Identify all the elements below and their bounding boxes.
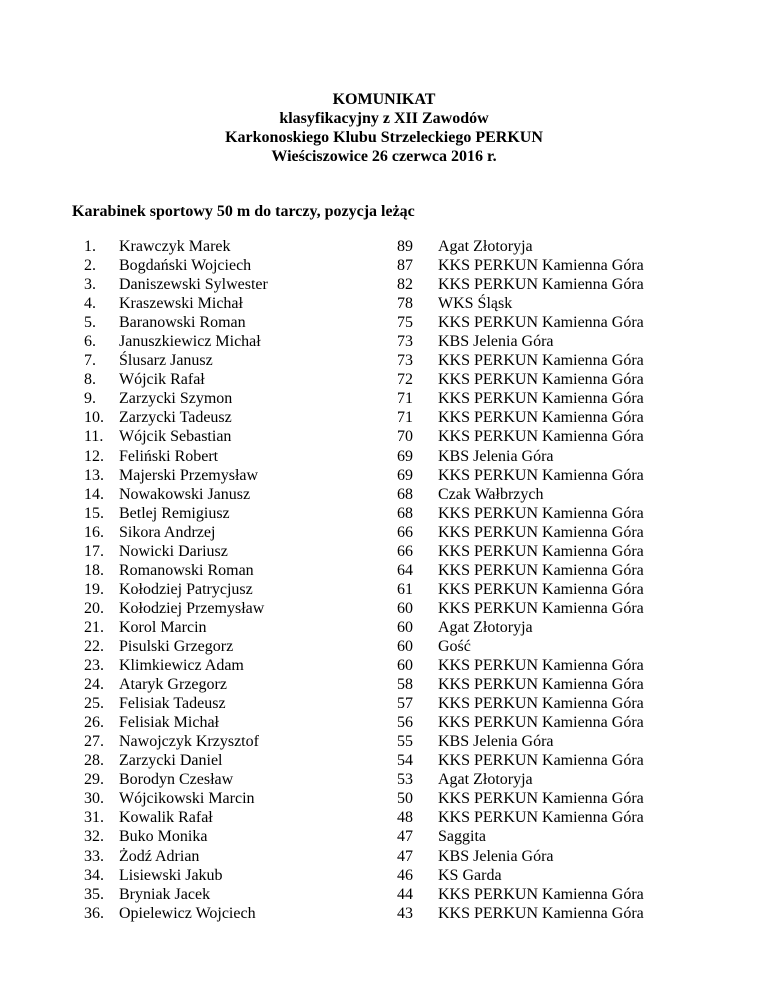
competitor-name: Kołodziej Przemysław <box>119 599 265 617</box>
result-score: 43 <box>397 904 413 922</box>
result-rank: 2. <box>84 257 96 275</box>
club-name: KKS PERKUN Kamienna Góra <box>438 580 644 598</box>
club-name: Agat Złotoryja <box>438 238 533 255</box>
result-rank: 31. <box>84 809 104 827</box>
competitor-name: Opielewicz Wojciech <box>119 904 256 922</box>
result-rank: 6. <box>84 333 96 351</box>
result-score: 60 <box>397 637 413 655</box>
club-name: KBS Jelenia Góra <box>438 847 554 865</box>
competitor-name: Ślusarz Janusz <box>119 352 213 370</box>
result-rank: 36. <box>84 904 104 922</box>
competitor-name: Majerski Przemysław <box>119 466 259 484</box>
club-name: KKS PERKUN Kamienna Góra <box>438 504 644 522</box>
competitor-name: Wójcikowski Marcin <box>119 790 255 808</box>
club-name: KKS PERKUN Kamienna Góra <box>438 466 644 484</box>
result-rank: 7. <box>84 352 96 370</box>
result-row <box>0 618 768 637</box>
result-score: 54 <box>397 752 413 770</box>
competitor-name: Zarzycki Szymon <box>119 390 233 408</box>
competitor-name: Borodyn Czesław <box>119 771 234 789</box>
club-name: Saggita <box>438 828 486 846</box>
result-row <box>0 751 768 770</box>
result-rank: 28. <box>84 752 104 770</box>
result-row <box>0 847 768 866</box>
result-rank: 35. <box>84 885 104 903</box>
competitor-name: Wójcik Sebastian <box>119 428 232 446</box>
result-row <box>0 275 768 294</box>
result-row <box>0 808 768 827</box>
result-rank: 5. <box>84 314 96 332</box>
competitor-name: Romanowski Roman <box>119 561 254 579</box>
result-row <box>0 637 768 656</box>
results-list <box>0 237 768 923</box>
header-title: KOMUNIKAT <box>332 91 436 108</box>
club-name: KKS PERKUN Kamienna Góra <box>438 523 644 541</box>
club-name: KKS PERKUN Kamienna Góra <box>438 599 644 617</box>
result-row <box>0 351 768 370</box>
result-row <box>0 389 768 408</box>
club-name: KKS PERKUN Kamienna Góra <box>438 695 644 713</box>
competitor-name: Felisiak Michał <box>119 714 219 732</box>
club-name: KBS Jelenia Góra <box>438 447 554 465</box>
result-row <box>0 294 768 313</box>
club-name: KKS PERKUN Kamienna Góra <box>438 790 644 808</box>
result-score: 47 <box>397 847 413 865</box>
club-name: KBS Jelenia Góra <box>438 733 554 751</box>
club-name: KKS PERKUN Kamienna Góra <box>438 276 644 294</box>
result-score: 68 <box>397 504 413 522</box>
result-rank: 34. <box>84 866 104 884</box>
competitor-name: Żodź Adrian <box>119 847 200 865</box>
competitor-name: Baranowski Roman <box>119 314 246 332</box>
competitor-name: Krawczyk Marek <box>119 238 231 255</box>
result-row <box>0 599 768 618</box>
competitor-name: Januszkiewicz Michał <box>119 333 261 351</box>
competitor-name: Ataryk Grzegorz <box>119 676 227 694</box>
club-name: KKS PERKUN Kamienna Góra <box>438 904 644 922</box>
competitor-name: Korol Marcin <box>119 618 207 636</box>
competitor-name: Sikora Andrzej <box>119 523 216 541</box>
result-score: 69 <box>397 466 413 484</box>
result-row <box>0 713 768 732</box>
result-score: 89 <box>397 238 413 255</box>
result-rank: 8. <box>84 371 96 389</box>
competitor-name: Zarzycki Tadeusz <box>119 409 232 427</box>
result-row <box>0 370 768 389</box>
result-score: 64 <box>397 561 413 579</box>
result-row <box>0 485 768 504</box>
result-score: 73 <box>397 352 413 370</box>
header-place-date: Wieściszowice 26 czerwca 2016 r. <box>271 148 497 165</box>
result-row <box>0 732 768 751</box>
result-rank: 17. <box>84 542 104 560</box>
competitor-name: Nawojczyk Krzysztof <box>119 733 259 751</box>
result-row <box>0 313 768 332</box>
result-rank: 23. <box>84 657 104 675</box>
result-score: 56 <box>397 714 413 732</box>
club-name: Agat Złotoryja <box>438 771 533 789</box>
result-row <box>0 866 768 885</box>
result-row <box>0 904 768 923</box>
result-rank: 1. <box>84 238 96 255</box>
result-row <box>0 789 768 808</box>
competitor-name: Nowakowski Janusz <box>119 485 251 503</box>
result-rank: 18. <box>84 561 104 579</box>
result-rank: 15. <box>84 504 104 522</box>
club-name: KKS PERKUN Kamienna Góra <box>438 542 644 560</box>
club-name: KKS PERKUN Kamienna Góra <box>438 257 644 275</box>
club-name: KBS Jelenia Góra <box>438 333 554 351</box>
club-name: KKS PERKUN Kamienna Góra <box>438 752 644 770</box>
club-name: KKS PERKUN Kamienna Góra <box>438 561 644 579</box>
result-row <box>0 656 768 675</box>
club-name: KKS PERKUN Kamienna Góra <box>438 676 644 694</box>
club-name: KKS PERKUN Kamienna Góra <box>438 390 644 408</box>
result-row <box>0 770 768 789</box>
result-row <box>0 885 768 904</box>
club-name: KS Garda <box>438 866 502 884</box>
competitor-name: Felisiak Tadeusz <box>119 695 226 713</box>
result-rank: 11. <box>84 428 104 446</box>
competitor-name: Pisulski Grzegorz <box>119 637 234 655</box>
competitor-name: Betlej Remigiusz <box>119 504 230 522</box>
header-organizer: Karkonoskiego Klubu Strzeleckiego PERKUN <box>225 129 543 146</box>
competitor-name: Lisiewski Jakub <box>119 866 223 884</box>
competitor-name: Klimkiewicz Adam <box>119 657 244 675</box>
result-row <box>0 427 768 446</box>
result-score: 71 <box>397 409 413 427</box>
club-name: Agat Złotoryja <box>438 618 533 636</box>
result-score: 69 <box>397 447 413 465</box>
result-rank: 14. <box>84 485 104 503</box>
result-score: 72 <box>397 371 413 389</box>
result-score: 58 <box>397 676 413 694</box>
club-name: KKS PERKUN Kamienna Góra <box>438 428 644 446</box>
result-score: 75 <box>397 314 413 332</box>
club-name: KKS PERKUN Kamienna Góra <box>438 352 644 370</box>
result-rank: 12. <box>84 447 104 465</box>
result-rank: 26. <box>84 714 104 732</box>
result-row <box>0 675 768 694</box>
result-score: 48 <box>397 809 413 827</box>
result-score: 73 <box>397 333 413 351</box>
result-rank: 9. <box>84 390 96 408</box>
result-row <box>0 694 768 713</box>
result-rank: 19. <box>84 580 104 598</box>
result-score: 68 <box>397 485 413 503</box>
result-row <box>0 580 768 599</box>
result-rank: 25. <box>84 695 104 713</box>
result-rank: 20. <box>84 599 104 617</box>
result-score: 60 <box>397 618 413 636</box>
result-rank: 24. <box>84 676 104 694</box>
result-row <box>0 827 768 846</box>
competitor-name: Feliński Robert <box>119 447 219 465</box>
competitor-name: Kowalik Rafał <box>119 809 213 827</box>
club-name: Gość <box>438 637 471 655</box>
result-score: 57 <box>397 695 413 713</box>
competitor-name: Kraszewski Michał <box>119 295 243 313</box>
header-subtitle: klasyfikacyjny z XII Zawodów <box>279 110 489 127</box>
result-score: 60 <box>397 599 413 617</box>
result-row <box>0 256 768 275</box>
result-score: 53 <box>397 771 413 789</box>
result-rank: 22. <box>84 637 104 655</box>
result-score: 47 <box>397 828 413 846</box>
result-score: 66 <box>397 542 413 560</box>
result-rank: 32. <box>84 828 104 846</box>
competitor-name: Wójcik Rafał <box>119 371 205 389</box>
club-name: KKS PERKUN Kamienna Góra <box>438 809 644 827</box>
result-score: 70 <box>397 428 413 446</box>
result-row <box>0 523 768 542</box>
club-name: KKS PERKUN Kamienna Góra <box>438 885 644 903</box>
result-row <box>0 561 768 580</box>
result-rank: 10. <box>84 409 104 427</box>
result-row <box>0 447 768 466</box>
result-row <box>0 504 768 523</box>
club-name: KKS PERKUN Kamienna Góra <box>438 314 644 332</box>
club-name: KKS PERKUN Kamienna Góra <box>438 714 644 732</box>
competitor-name: Bryniak Jacek <box>119 885 211 903</box>
result-rank: 29. <box>84 771 104 789</box>
result-score: 78 <box>397 295 413 313</box>
result-score: 44 <box>397 885 413 903</box>
club-name: WKS Śląsk <box>438 295 513 313</box>
competitor-name: Nowicki Dariusz <box>119 542 228 560</box>
result-score: 55 <box>397 733 413 751</box>
result-rank: 16. <box>84 523 104 541</box>
result-row <box>0 408 768 427</box>
result-rank: 4. <box>84 295 96 313</box>
club-name: KKS PERKUN Kamienna Góra <box>438 409 644 427</box>
result-row <box>0 237 768 256</box>
result-rank: 30. <box>84 790 104 808</box>
club-name: Czak Wałbrzych <box>438 485 544 503</box>
document-header <box>0 90 768 166</box>
result-rank: 21. <box>84 618 104 636</box>
result-score: 46 <box>397 866 413 884</box>
result-score: 87 <box>397 257 413 275</box>
result-rank: 33. <box>84 847 104 865</box>
result-rank: 13. <box>84 466 104 484</box>
result-row <box>0 466 768 485</box>
club-name: KKS PERKUN Kamienna Góra <box>438 657 644 675</box>
result-score: 82 <box>397 276 413 294</box>
result-rank: 3. <box>84 276 96 294</box>
result-score: 66 <box>397 523 413 541</box>
result-score: 50 <box>397 790 413 808</box>
result-score: 60 <box>397 657 413 675</box>
competitor-name: Daniszewski Sylwester <box>119 276 268 294</box>
result-rank: 27. <box>84 733 104 751</box>
section-title: Karabinek sportowy 50 m do tarczy, pozycja leżąc <box>72 203 415 220</box>
result-score: 71 <box>397 390 413 408</box>
result-score: 61 <box>397 580 413 598</box>
competitor-name: Kołodziej Patrycjusz <box>119 580 253 598</box>
result-row <box>0 542 768 561</box>
competitor-name: Bogdański Wojciech <box>119 257 252 275</box>
competitor-name: Zarzycki Daniel <box>119 752 223 770</box>
competitor-name: Buko Monika <box>119 828 208 846</box>
result-row <box>0 332 768 351</box>
club-name: KKS PERKUN Kamienna Góra <box>438 371 644 389</box>
